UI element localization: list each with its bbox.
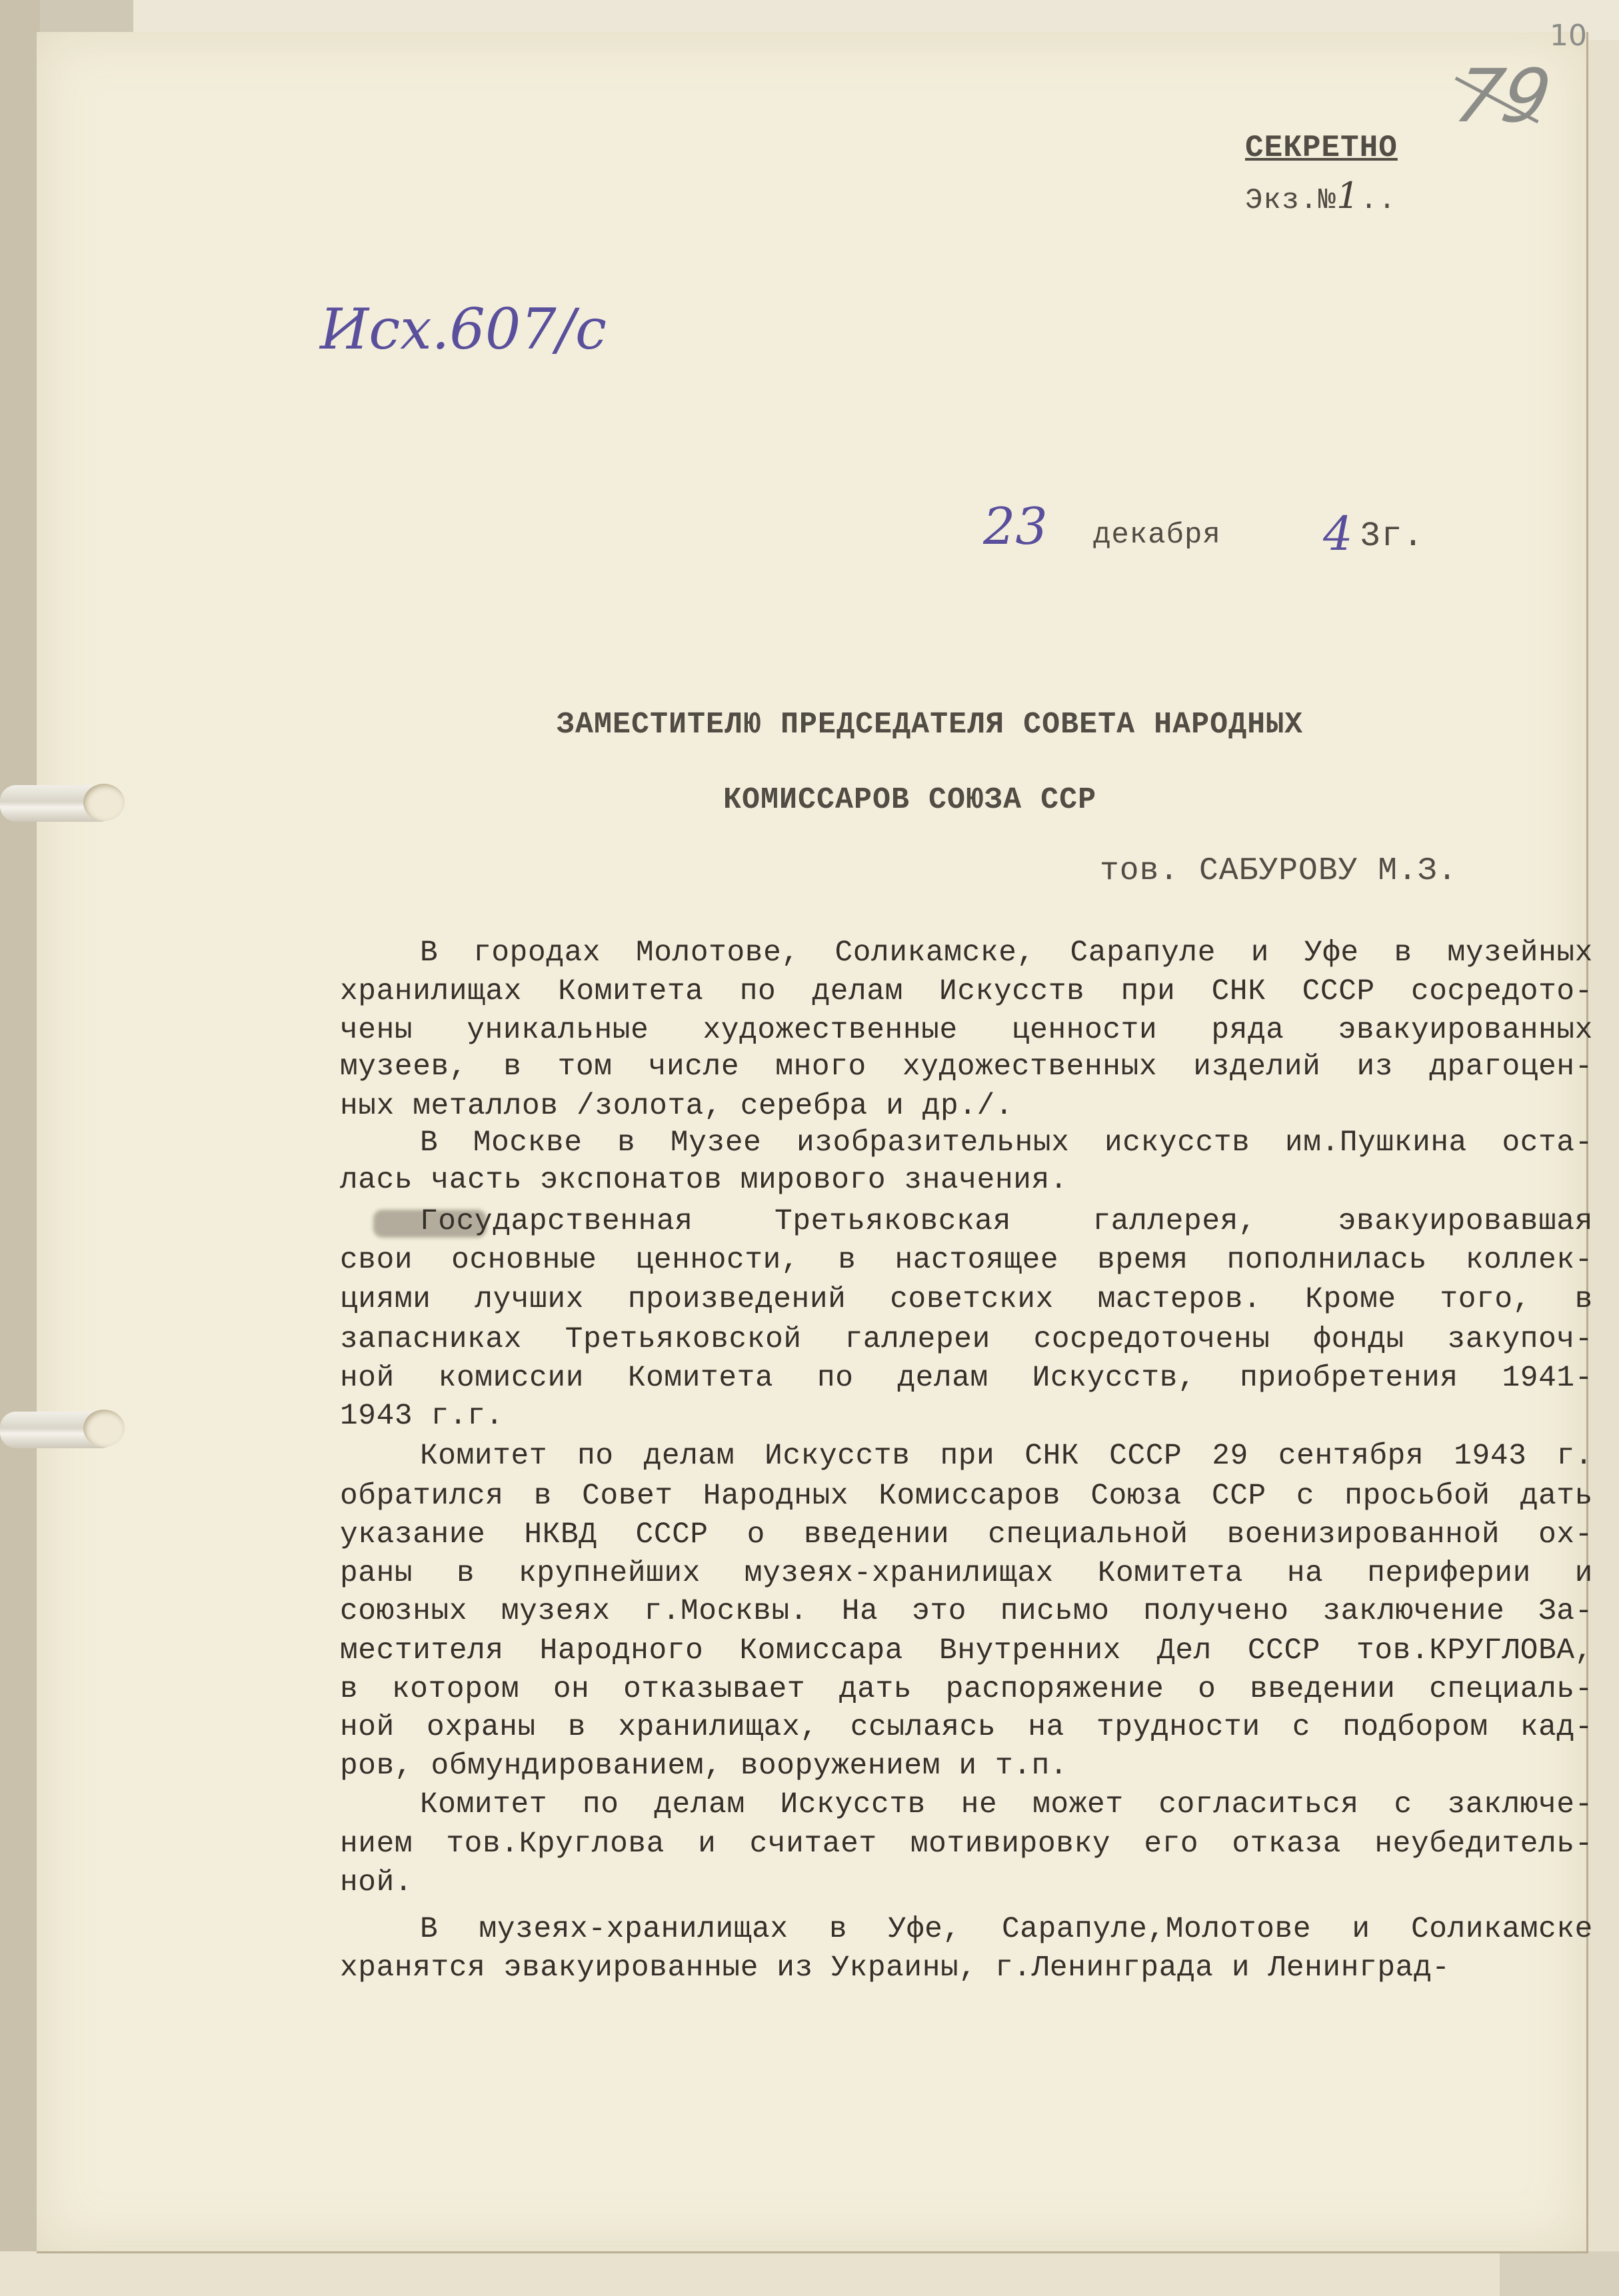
body-line: союзных музеях г.Москвы. На это письмо получено заключение За- [340,1595,1593,1628]
body-line: Государственная Третьяковская галлерея, эвакуировавшая [420,1205,1593,1238]
body-line: хранятся эвакуированные из Украины, г.Ленинграда и Ленинград- [340,1951,1450,1985]
addressee-line-2: КОМИССАРОВ СОЮЗА ССР [723,783,1097,817]
body-line: ных металлов /золота, серебра и др./. [340,1090,1014,1123]
body-line: местителя Народного Комиссара Внутренних Дел СССР тов.КРУГЛОВА, [340,1634,1593,1668]
body-line: В Москве в Музее изобразительных искусств им.Пушкина оста- [420,1126,1593,1160]
body-line: обратился в Совет Народных Комиссаров Союза ССР с просьбой дать [340,1480,1593,1513]
body-line: хранилищах Комитета по делам Искусств при СНК СССР сосредото- [340,975,1593,1008]
copy-number: 1 [1336,175,1360,217]
body-line: указание НКВД СССР о введении специальной военизированной ох- [340,1518,1593,1552]
body-line: раны в крупнейших музеях-хранилищах Комитета на периферии и [340,1557,1593,1590]
body-line: ной комиссии Комитета по делам Искусств, приобретения 1941- [340,1362,1593,1395]
addressee-line-1: ЗАМЕСТИТЕЛЮ ПРЕДСЕДАТЕЛЯ СОВЕТА НАРОДНЫХ [557,708,1304,742]
scan-bottom-edge [0,2251,1619,2296]
body-line: свои основные ценности, в настоящее время пополнилась коллек- [340,1244,1593,1277]
body-line: нием тов.Круглова и считает мотивировку его отказа неубедитель- [340,1827,1593,1861]
date-year-digit: 4 [1323,507,1353,561]
body-line: Комитет по делам Искусств при СНК СССР 29 сентября 1943 г. [420,1440,1593,1473]
body-line: музеев, в том числе много художественных изделий из драгоцен- [340,1050,1593,1084]
body-line: ной. [340,1866,413,1899]
body-line: ров, обмундированием, вооружением и т.п. [340,1749,1068,1783]
outgoing-number: Исх.607/с [320,297,607,362]
addressee-line-3: тов. САБУРОВУ М.З. [1100,853,1458,889]
punch-hole-top [83,784,125,821]
copy-number-line: Экз.№1.. [1245,175,1397,217]
body-line: В музеях-хранилищах в Уфе, Сарапуле,Молотове и Соликамске [420,1913,1593,1946]
body-line: 1943 г.г. [340,1400,504,1433]
folio-number: 79 [1448,53,1558,139]
scan-left-strip [0,0,40,2296]
body-line: в котором он отказывает дать распоряжение о введении специаль- [340,1673,1593,1706]
body-line: ной охраны в хранилищах, ссылаясь на трудности с подбором кад- [340,1711,1593,1744]
body-line: циями лучших произведений советских мастеров. Кроме того, в [340,1283,1593,1316]
body-line: запасниках Третьяковской галлереи сосредоточены фонды закупоч- [340,1323,1593,1356]
date-day: 23 [983,497,1048,556]
body-line: чены уникальные художественные ценности ряда эвакуированных [340,1014,1593,1047]
copy-label: Экз.№ [1245,184,1337,217]
body-line: лась часть экспонатов мирового значения. [340,1164,1068,1197]
punch-hole-bottom [83,1410,125,1447]
date-year-tail: 3г. [1360,517,1424,556]
classification-label: СЕКРЕТНО [1245,131,1398,165]
body-line: В городах Молотове, Соликамске, Сарапуле и Уфе в музейных [420,936,1593,970]
date-month: декабря [1093,519,1221,552]
folio-superscript: 10 [1550,19,1587,53]
body-line: Комитет по делам Искусств не может согласиться с заключе- [420,1788,1593,1821]
